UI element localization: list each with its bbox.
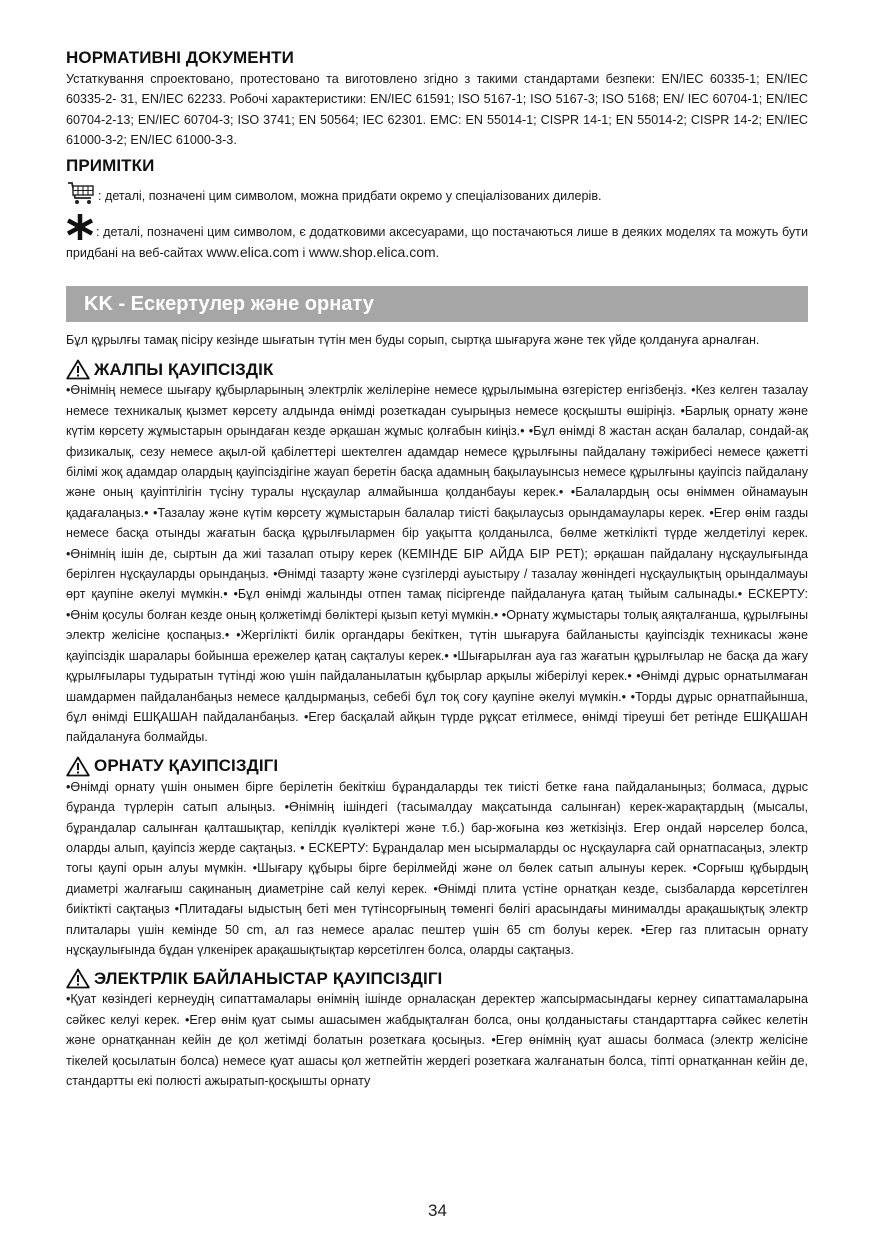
cart-icon [66, 180, 96, 206]
general-safety-title: ЖАЛПЫ ҚАУІПСІЗДІК [94, 359, 274, 379]
note-end: . [435, 246, 440, 261]
general-safety-heading [66, 359, 808, 380]
kk-banner [66, 286, 808, 322]
asterisk-icon [66, 214, 94, 240]
link-shop-elica[interactable]: www.shop.elica.com [308, 244, 436, 261]
note-and: і [302, 246, 306, 261]
kk-banner-title: KK - Ескертулер және орнату [84, 293, 374, 315]
link-elica[interactable]: www.elica.com [206, 244, 300, 261]
install-safety-text: •Өнімді орнату үшін онымен бірге берілетін бекіткіш бұрандаларды тек тиісті бетке ғана пайдаланыңыз; болмаса, дұрыс бұранда түрлерін сатып алыңыз. •Өнімнің ішіндегі (тасымалдау мақсатында салынған) керек-жарақтардың (мысалы, бұрандалар салынған қалташықтар, кепілдік күәліктері және т.б.) бар-жоғына көз жеткізіңіз. Егер ондай нәрселер болса, оларды алып, қауіпсіз жерде сақтаңыз. • ЕСКЕРТУ: Бұрандалар мен ысырмаларды ос нұсқауларға сай орнатпасаңыз, электр тогы қаупі орын алуы мүмкін. •Шығару құбыры бірге берілмейді және ол бөлек сатып алынуы керек. •Сорғыш құбырдың диаметрі жалғағыш сақинаның диаметріне сай келуі керек. •Өнімді плита үстіне орнатқан кезде, сызбаларда көрсетілген биіктікті сақтаңыз •Плитадағы ыдыстың беті мен түтінсорғының төменгі бөлігі арасындағы минималды арақашықтық электр плиталары үшін кемінде 50 cm, ал газ немесе аралас пештер үшін 65 cm болуы керек. •Егер газ плитасын орнату нұсқаулығында бұдан үлкенірек арақашықтықтар көрсетілген болса, оларды сақтаңыз. [66, 779, 808, 957]
electric-safety-heading [66, 968, 808, 989]
notes-section [66, 156, 808, 264]
install-safety-heading [66, 756, 808, 777]
note-cart-text: : деталі, позначені цим символом, можна придбати окремо у спеціалізованих дилерів. [98, 188, 602, 203]
normative-text: Устаткування спроектовано, протестовано та виготовлено згідно з такими стандартами безпеки: EN/IEC 60335-1; EN/IEC 60335-2- 31, EN/IEC 62233. Робочі характеристики: EN/IEC 61591; ISO 5167-1; ISO 5167-3; ISO 5168; EN/ IEC 60704-1; EN/IEC 60704-2-13; EN/IEC 60704-3; ISO 3741; EN 50564; IEC 62301. EMC: EN 55014-1; CISPR 14-1; EN 55014-2; CISPR 14-2; EN/IEC 61000-3-2; EN/IEC 61000-3-3. [66, 72, 808, 148]
normative-heading: НОРМАТИВНІ ДОКУМЕНТИ [66, 48, 294, 67]
page-number: 34 [428, 1201, 447, 1220]
warning-triangle-icon [66, 968, 90, 989]
kk-intro: Бұл құрылғы тамақ пісіру кезінде шығатын түтін мен буды сорып, сыртқа шығаруға және тек үйде қолдануға арналған. [66, 333, 760, 347]
notes-heading: ПРИМІТКИ [66, 156, 155, 175]
kk-section [66, 330, 808, 1091]
general-safety-text: •Өнімнің немесе шығару құбырларының электрлік желілеріне немесе құрылымына өзгерістер енгізбеңіз. •Кез келген тазалау немесе техникалық қызмет көрсету алдында өнімді розеткадан суырыңыз немесе қосқышты өшіріңіз. •Барлық орнату және күтім көрсету жұмыстарын орындаған кезде әрқашан жұмыс қолғабын киіңіз.• •Бұл өнімді 8 жастан асқан балалар, сондай-ақ физикалық, сезу немесе ақыл-ой қабілеттері шектелген адамдар немесе құрылғыны пайдалану тәжірибесі немесе қажетті білімі жоқ адамдар олардың қауіпсіздігіне жауап беретін басқа адамның бақылауынсыз немесе құрылғыны қауіпсіз пайдалану және оның қауіптілігін түсіну туралы нұсқаулар алмайынша қолданбауы керек.• •Балалардың осы өніммен ойнамауын қадағалаңыз.• •Тазалау және күтім көрсету жұмыстарын балалар тиісті бақылаусыз орындамаулары керек. •Егер өнім газды немесе басқа отынды жағатын басқа құрылғылармен бір уақытта қолданылса, бөлме жеткілікті түрде желдетілуі керек. •Өнімнің ішін де, сыртын да жиі тазалап отыру керек (КЕМІНДЕ БІР АЙДА БІР РЕТ); әрқашан пайдалану нұсқаулығында берілген нұсқауларды орындаңыз. •Өнімді тазарту және сүзгілерді ауыстыру / тазалау жөніндегі нұсқаулықтың орындалмауы өрт қаупіне әкелуі мүмкін.• •Бұл өнімді жалынды отпен тамақ пісіргенде пайдалануға қатаң тыйым салынады.• ЕСКЕРТУ: •Өнім қосулы болған кезде оның қолжетімді бөліктері қызып кетуі мүмкін.• •Орнату жұмыстары толық аяқталғанша, құрылғыны электр желісіне қоспаңыз.• •Жергілікті билік органдары бекіткен, түтін шығаруға байланысты қауіпсіздік техникасы және қауіпсіздік шаралары бойынша ережелер қатаң сақталуы керек.• •Шығарылған ауа газ жағатын құрылғылар не басқа да жағу құрылғылары тудыратын түтінді жою үшін пайдаланылатын құбырлар арқылы жіберілуі керек.• •Өнімді дұрыс орнатылмаған шамдармен пайдаланбаңыз немесе қалдырмаңыз, себебі бұл тоқ соғу қаупіне әкелуі мүмкін.• •Торды дұрыс орнатпайынша, бұл өнімді ЕШҚАШАН пайдаланбаңыз. •Егер басқалай айқын түрде рұқсат етілмесе, өнімді тіреуші бет ретінде ЕШҚАШАН пайдалануға болмайды. [66, 383, 808, 745]
warning-triangle-icon [66, 756, 90, 777]
electric-safety-title: ЭЛЕКТРЛІК БАЙЛАНЫСТАР ҚАУІПСІЗДІГІ [94, 968, 443, 988]
note-cart [66, 180, 808, 206]
normative-section [66, 48, 808, 151]
electric-safety-text: •Қуат көзіндегі кернеудің сипаттамалары өнімнің ішінде орналасқан деректер жапсырмасындағы кернеу сипаттамаларына сәйкес келуі керек. •Егер өнім қуат сымы ашасымен жабдықталған болса, оны қолданыстағы стандарттарға сәйкес келетін және орнатқаннан кейін де қол жетімді болатын розеткаға қосыңыз. •Егер өнімнің қуат ашасы болмаса (электр желісіне тікелей қосылатын болса) немесе қуат ашасы қол жетпейтін жердегі розеткаға жалғанатын болса, тіпті орнатқаннан кейін де, стандартты екі полюсті ажыратып-қосқышты орнату [66, 992, 808, 1088]
note-star [66, 214, 808, 264]
warning-triangle-icon [66, 359, 90, 380]
note-star-text: : деталі, позначені цим символом, є додатковими аксесуарами, що постачаються лише в деяких моделях та можуть бути придбані на веб-сайтах [66, 225, 808, 261]
install-safety-title: ОРНАТУ ҚАУІПСІЗДІГІ [94, 756, 279, 776]
